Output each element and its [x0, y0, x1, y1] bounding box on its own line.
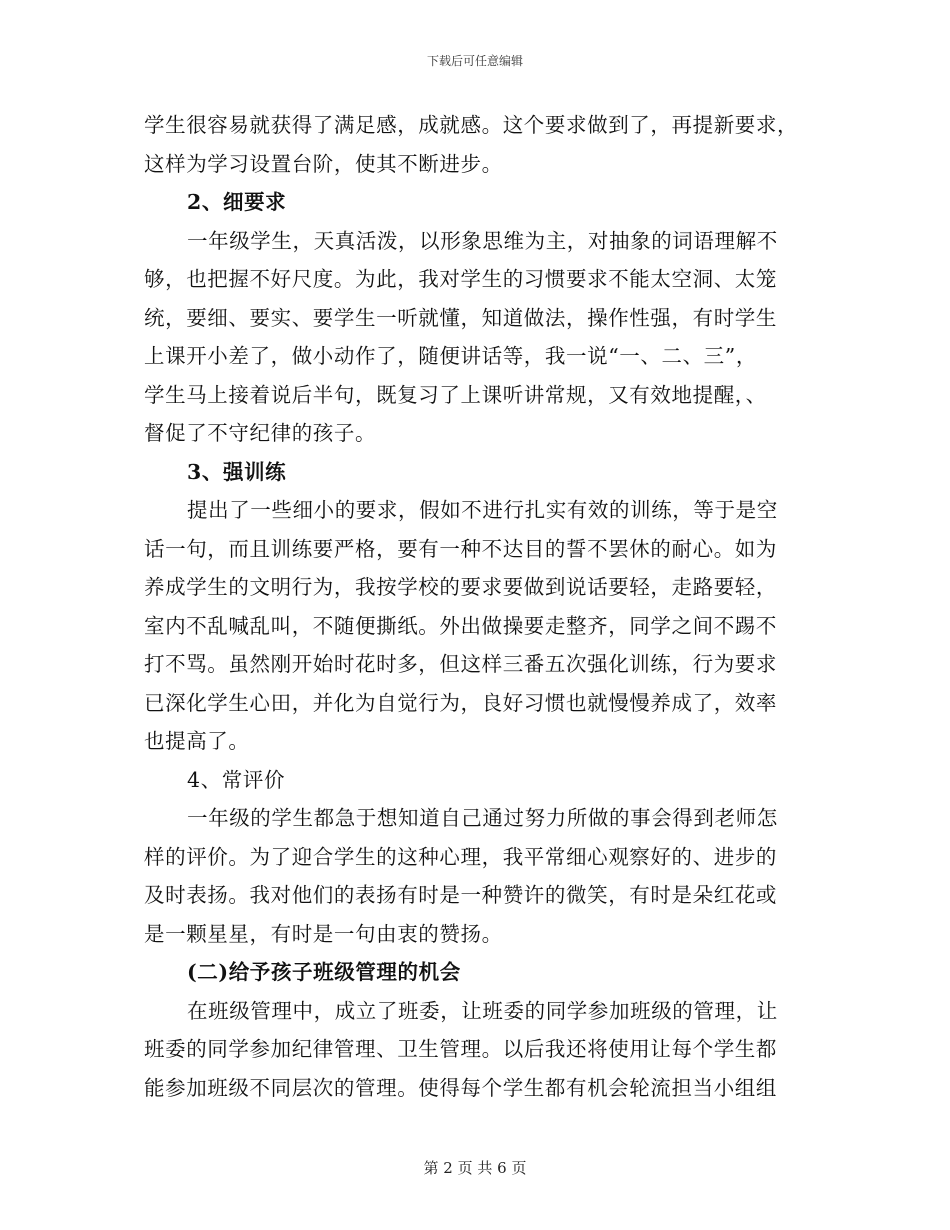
document-body — [144, 106, 809, 1107]
paragraph-line: 这样为学习设置台阶，使其不断进步。 — [144, 151, 503, 176]
paragraph-line: 班委的同学参加纪律管理、卫生管理。以后我还将使用让每个学生都 — [144, 1037, 777, 1061]
paragraph-line: 在班级管理中，成立了班委，让班委的同学参加班级的管理，让 — [187, 998, 778, 1023]
paragraph-line: 已深化学生心田，并化为自觉行为，良好习惯也就慢慢养成了，效率 — [144, 690, 777, 715]
section-heading: (二)给予孩子班级管理的机会 — [187, 960, 461, 984]
paragraph-line: 一年级的学生都急于想知道自己通过努力所做的事会得到老师怎 — [187, 806, 778, 830]
header-note: 下载后可任意编辑 — [426, 54, 523, 68]
paragraph-line: 能参加班级不同层次的管理。使得每个学生都有机会轮流担当小组组 — [144, 1075, 777, 1100]
paragraph-line: 统，要细、要实、要学生一听就懂，知道做法，操作性强，有时学生 — [144, 305, 777, 330]
paragraph-line: 也提高了。 — [144, 729, 250, 753]
paragraph-line: 够，也把握不好尺度。为此，我对学生的习惯要求不能太空洞、太笼 — [144, 267, 777, 291]
paragraph-line: 是一颗星星，有时是一句由衷的赞扬。 — [144, 921, 503, 946]
paragraph-line: 督促了不守纪律的孩子。 — [144, 421, 377, 445]
paragraph-line: 上课开小差了，做小动作了，随便讲话等，我一说“一、二、三”， — [144, 344, 757, 368]
paragraph-line: 学生马上接着说后半句，既复习了上课听讲常规，又有效地提醒，、 — [144, 382, 767, 407]
section-heading: 2、细要求 — [187, 190, 287, 214]
section-heading: 3、强训练 — [187, 459, 287, 484]
paragraph-line: 一年级学生，天真活泼，以形象思维为主，对抽象的词语理解不 — [187, 228, 778, 253]
paragraph-line: 养成学生的文明行为，我按学校的要求要做到说话要轻，走路要轻， — [144, 575, 777, 599]
section-heading: 4、常评价 — [187, 767, 286, 792]
paragraph-line: 打不骂。虽然刚开始时花时多，但这样三番五次强化训练，行为要求 — [144, 652, 777, 676]
paragraph-line: 室内不乱喊乱叫，不随便撕纸。外出做操要走整齐，同学之间不踢不 — [144, 613, 777, 638]
page-number: 第 2 页 共 6 页 — [423, 1159, 527, 1177]
paragraph-line: 提出了一些细小的要求，假如不进行扎实有效的训练，等于是空 — [187, 498, 778, 522]
paragraph-line: 及时表扬。我对他们的表扬有时是一种赞许的微笑，有时是朵红花或 — [144, 883, 777, 907]
paragraph-line: 话一句，而且训练要严格，要有一种不达目的誓不罢休的耐心。如为 — [144, 536, 777, 561]
paragraph-line: 样的评价。为了迎合学生的这种心理，我平常细心观察好的、进步的 — [144, 844, 777, 869]
paragraph-line: 学生很容易就获得了满足感，成就感。这个要求做到了，再提新要求， — [144, 113, 799, 137]
